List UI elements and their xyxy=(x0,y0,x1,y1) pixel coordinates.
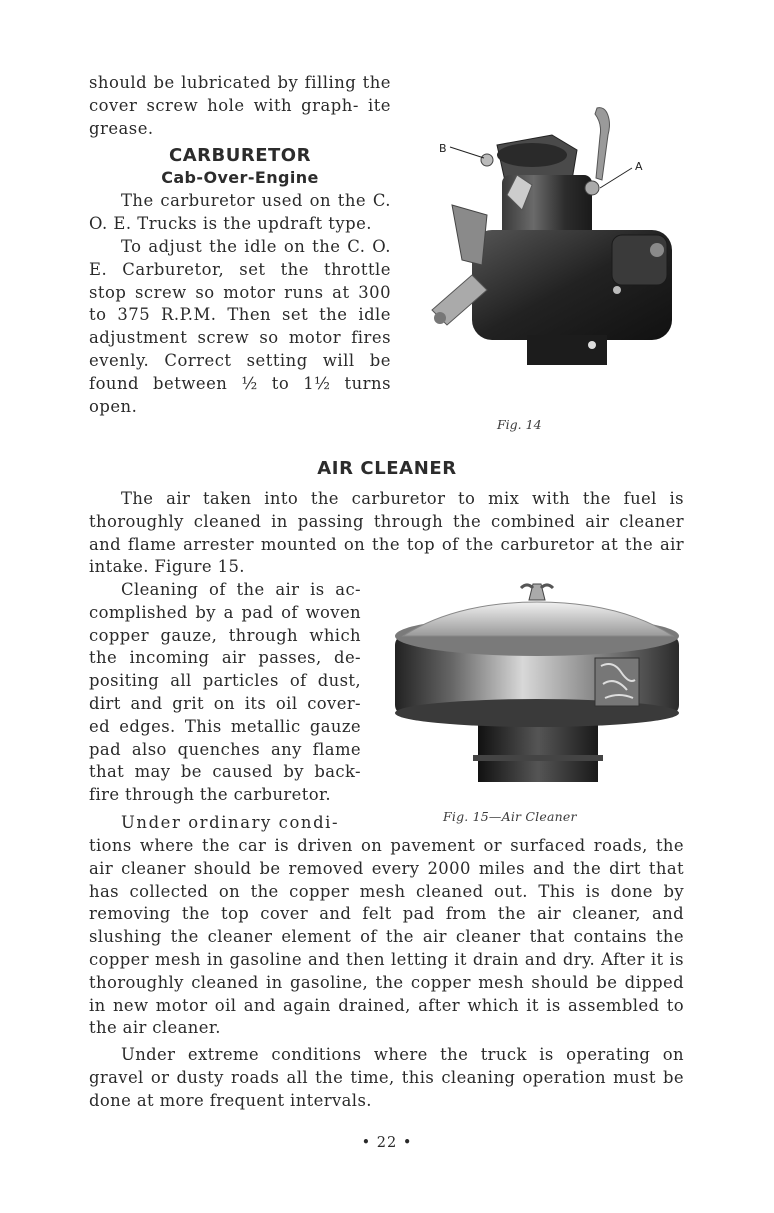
carburetor-figure xyxy=(412,100,702,400)
label-a: A xyxy=(635,160,643,173)
carburetor-type-paragraph: The carburetor used on the C. O. E. Trucks is the updraft type. xyxy=(89,191,391,234)
label-b-leader xyxy=(450,147,484,158)
air-cleaner-heading: AIR CLEANER xyxy=(317,458,457,479)
air-intake-paragraph: The air taken into the carburetor to mix with the fuel is thoroughly cleaned in passing through the combined air cleaner and flame arrester mounted on the top of the carburetor at the air intake. Figure 15. xyxy=(89,489,684,577)
air-cleaner-column xyxy=(89,579,361,807)
ordinary-conditions-paragraph: tions where the car is driven on pavement or surfaced roads, the air cleaner should be removed every 2000 miles and the dirt that has collected on the copper mesh cleaned out. This is done by removing the top cover and felt pad from the air cleaner, and slushing the cleaner element of the air cleaner that contains the copper mesh in gasoline and then letting it drain and dry. After it is thoroughly cleaned in gasoline, the copper mesh should be dipped in new motor oil and again drained, after which it is assembled to the air cleaner. xyxy=(89,836,684,1038)
air-cleaner-figure xyxy=(383,580,683,790)
page-number: • 22 • xyxy=(361,1135,413,1151)
fig-14-caption: Fig. 14 xyxy=(497,417,542,432)
label-b: B xyxy=(439,142,447,155)
idle-adjust-paragraph: To adjust the idle on the C. O. E. Carburetor, set the throttle stop screw so motor runs at 300 to 375 R.P.M. Then set the idle adjustment screw so motor fires evenly. Correct setting will be found between ½ to 1½ turns open. xyxy=(89,236,391,416)
carburetor-heading: CARBURETOR xyxy=(169,145,311,167)
cab-over-engine-subheading: Cab-Over-Engine xyxy=(161,168,319,188)
carburetor-column xyxy=(89,72,391,418)
copper-gauze-paragraph: Cleaning of the air is ac- complished by a pad of woven copper gauze, through which the incoming air passes, de- positing all particles of dust, dirt and grit on its oil cover- ed edges. This metallic gauze pad also quenches any flame that may be caused by back- fire through the carburetor. xyxy=(89,580,361,805)
label-a-leader xyxy=(600,168,632,188)
carburetor-body xyxy=(432,108,672,365)
ordinary-conditions-start: Under ordinary condi- xyxy=(121,813,340,832)
extreme-conditions-paragraph: Under extreme conditions where the truck is operating on gravel or dusty roads all the time, this cleaning operation must be done at more frequent intervals. xyxy=(89,1045,684,1110)
fig-15-caption: Fig. 15—Air Cleaner xyxy=(443,809,577,824)
air-cleaner-body xyxy=(395,584,679,782)
lubrication-text: should be lubricated by filling the cover screw hole with graph- ite grease. xyxy=(89,73,391,138)
